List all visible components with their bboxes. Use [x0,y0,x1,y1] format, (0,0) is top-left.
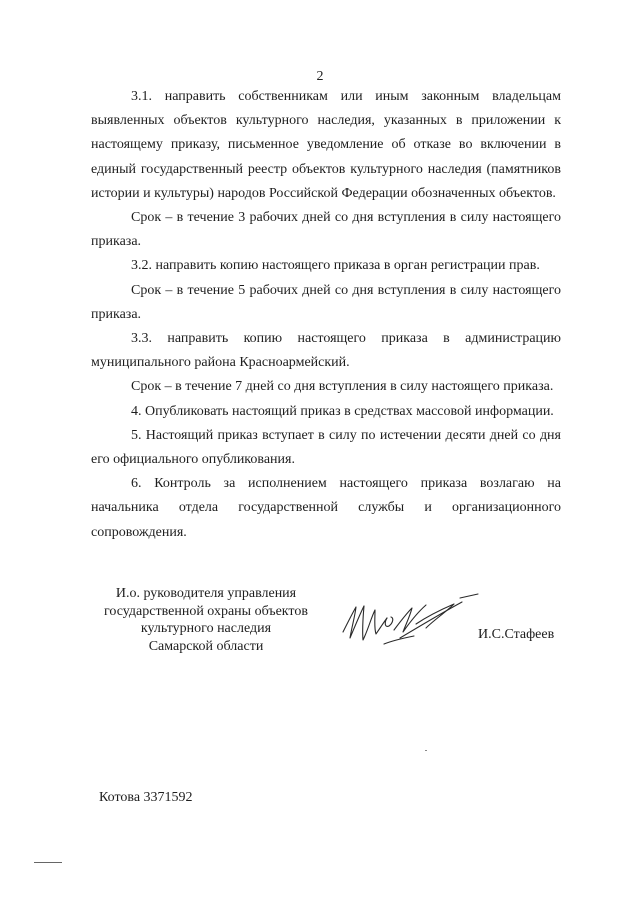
footer-rule [34,862,62,863]
paragraph-3-1: 3.1. направить собственникам или иным законным владельцам выявленных объектов культурного наследия, указанных в приложении к настоящему приказу, письменное уведомление об отказе во включении в единый государственный реестр объектов культурного наследия (памятников истории и культуры) народов Российской Федерации обозначенных объектов. [91,89,561,201]
paragraph-5: 5. Настоящий приказ вступает в силу по истечении десяти дней со дня его официального опубликования. [91,427,561,468]
paragraph-deadline-3-3: Срок – в течение 7 дней со дня вступления в силу настоящего приказа. [131,379,554,395]
paragraph-deadline-3-1: Срок – в течение 3 рабочих дней со дня вступления в силу настоящего приказа. [91,210,561,250]
document-body [91,85,561,545]
paragraph-3-2: 3.2. направить копию настоящего приказа в орган регистрации прав. [131,258,540,274]
position-line: культурного наследия [140,621,272,636]
position-line: Самарской области [148,638,264,654]
paragraph-4: 4. Опубликовать настоящий приказ в средствах массовой информации. [131,403,554,419]
executor-contact: Котова 3371592 [99,790,193,805]
paragraph-6: 6. Контроль за исполнением настоящего приказа возлагаю на начальника отдела государственной службы и организационного сопровождения. [91,476,561,540]
position-line: И.о. руководителя управления [115,586,297,601]
paragraph-deadline-3-2: Срок – в течение 5 рабочих дней со дня вступления в силу настоящего приказа. [91,282,561,322]
signatory-position [90,585,322,655]
signer-name: И.С.Стафеев [478,627,555,642]
page-number: 2 [316,69,324,84]
position-line: государственной охраны объектов [104,603,308,619]
handwritten-signature [340,592,480,648]
stray-mark [425,750,427,751]
paragraph-3-3: 3.3. направить копию настоящего приказа в администрацию муниципального района Красноармейский. [91,331,561,371]
